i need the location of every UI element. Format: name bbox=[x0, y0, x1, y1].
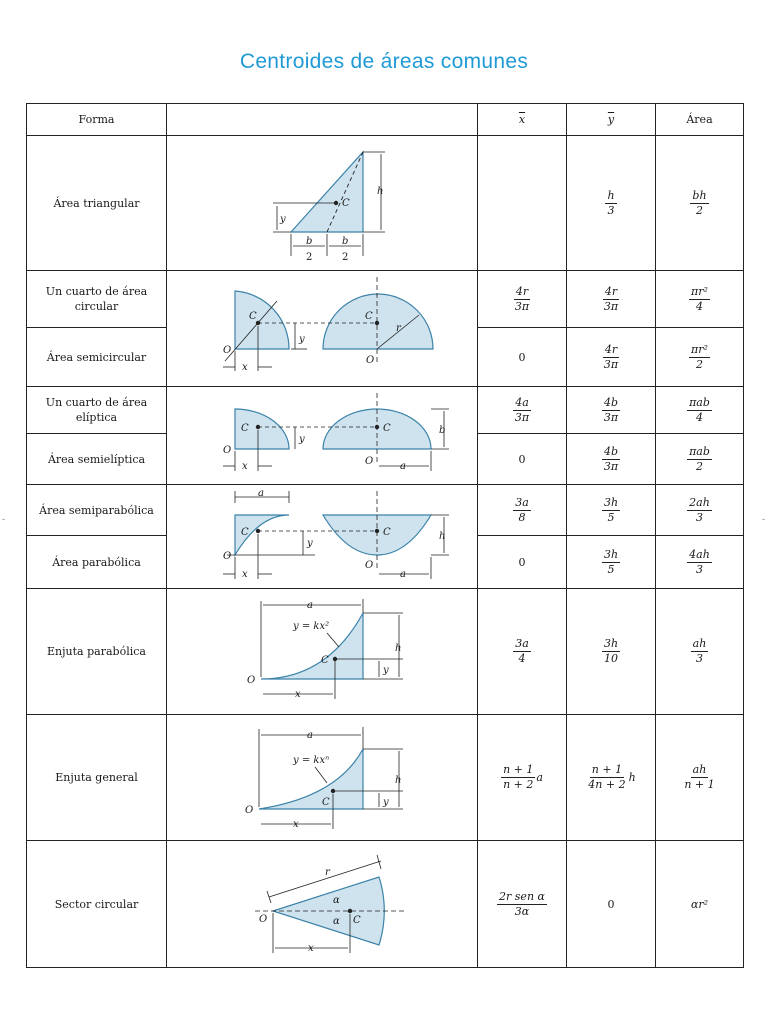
label-O: O bbox=[245, 805, 254, 816]
label-O: O bbox=[223, 551, 232, 562]
figure-general-spandrel bbox=[167, 715, 478, 841]
shape-name: Área triangular bbox=[27, 136, 167, 271]
label-b: b bbox=[306, 236, 313, 247]
label-ybar: y bbox=[383, 797, 389, 808]
label-ybar: y bbox=[307, 538, 313, 549]
shape-name: Sector circular bbox=[27, 841, 167, 968]
figure-parabolic bbox=[167, 485, 478, 589]
table-row bbox=[27, 387, 744, 434]
label-ybar: y bbox=[280, 214, 286, 225]
value-ybar: $\frac{3h}{5}$ bbox=[567, 485, 656, 536]
label-xbar: x bbox=[242, 461, 248, 472]
label-C: C bbox=[322, 797, 330, 808]
label-O: O bbox=[247, 675, 256, 686]
header-figure bbox=[167, 104, 478, 136]
shape-name: Área parabólica bbox=[27, 536, 167, 589]
table-row bbox=[27, 589, 744, 715]
label-a: a bbox=[307, 600, 313, 611]
label-alpha: α bbox=[333, 916, 340, 927]
page-title: Centroides de áreas comunes bbox=[239, 50, 529, 73]
value-ybar: 0 bbox=[567, 841, 656, 968]
header-area: Área bbox=[656, 104, 744, 136]
table-row bbox=[27, 271, 744, 328]
label-C: C bbox=[249, 311, 257, 322]
label-C: C bbox=[241, 527, 249, 538]
value-xbar: $\frac{3a}{8}$ bbox=[478, 485, 567, 536]
value-ybar: $\frac{3h}{10}$ bbox=[567, 589, 656, 715]
label-O: O bbox=[366, 355, 375, 366]
label-O: O bbox=[223, 345, 232, 356]
value-ybar: $\frac{4b}{3\pi}$ bbox=[567, 387, 656, 434]
label-C: C bbox=[342, 198, 350, 209]
label-h: h bbox=[439, 531, 446, 542]
shape-name: Enjuta parabólica bbox=[27, 589, 167, 715]
label-C: C bbox=[365, 311, 373, 322]
header-row bbox=[27, 104, 744, 136]
label-b: b bbox=[342, 236, 349, 247]
header-ybar: $\overline{y}$ bbox=[567, 104, 656, 136]
value-xbar: $\frac{3a}{4}$ bbox=[478, 589, 567, 715]
table-row bbox=[27, 841, 744, 968]
shape-name: Enjuta general bbox=[27, 715, 167, 841]
label-a: a bbox=[400, 569, 406, 580]
equation-parabolic: y = kx² bbox=[293, 621, 330, 632]
label-xbar: x bbox=[308, 943, 314, 954]
value-area: $\frac{ah}{3}$ bbox=[656, 589, 744, 715]
label-two: 2 bbox=[342, 252, 349, 263]
value-ybar: $\frac{h}{3}$ bbox=[567, 136, 656, 271]
table-row bbox=[27, 715, 744, 841]
label-h: h bbox=[395, 643, 402, 654]
value-ybar: $\frac{4b}{3\pi}$ bbox=[567, 434, 656, 485]
value-xbar: 0 bbox=[478, 536, 567, 589]
label-xbar: x bbox=[293, 819, 299, 830]
value-area: αr² bbox=[656, 841, 744, 968]
label-h: h bbox=[377, 186, 384, 197]
header-shape: Forma bbox=[27, 104, 167, 136]
label-alpha: α bbox=[333, 895, 340, 906]
equation-general: y = kxⁿ bbox=[293, 755, 330, 766]
value-xbar: $\frac{4r}{3\pi}$ bbox=[478, 271, 567, 328]
figure-circular-sector bbox=[167, 841, 478, 968]
shape-name: Área semiparabólica bbox=[27, 485, 167, 536]
value-ybar: $\frac{4r}{3\pi}$ bbox=[567, 328, 656, 387]
value-area: $\frac{ah}{n + 1}$ bbox=[656, 715, 744, 841]
label-r: r bbox=[325, 867, 330, 878]
label-a: a bbox=[307, 730, 313, 741]
header-xbar: $\overline{x}$ bbox=[478, 104, 567, 136]
label-h: h bbox=[395, 775, 402, 786]
side-mark-left: - bbox=[2, 514, 5, 524]
figure-parabolic-spandrel bbox=[167, 589, 478, 715]
label-C: C bbox=[383, 527, 391, 538]
figure-elliptic bbox=[167, 387, 478, 485]
table-row bbox=[27, 485, 744, 536]
value-area: $\frac{\text{πr²}}{4}$ bbox=[656, 271, 744, 328]
label-C: C bbox=[241, 423, 249, 434]
shape-name: Área semicircular bbox=[27, 328, 167, 387]
value-xbar: 0 bbox=[478, 328, 567, 387]
shape-name: Área semielíptica bbox=[27, 434, 167, 485]
value-ybar: $\frac{3h}{5}$ bbox=[567, 536, 656, 589]
label-O: O bbox=[259, 914, 268, 925]
label-O: O bbox=[223, 445, 232, 456]
value-area: $\frac{2ah}{3}$ bbox=[656, 485, 744, 536]
table-row bbox=[27, 136, 744, 271]
label-r: r bbox=[396, 323, 401, 334]
label-two: 2 bbox=[306, 252, 313, 263]
value-area: $\frac{bh}{2}$ bbox=[656, 136, 744, 271]
label-O: O bbox=[365, 560, 374, 571]
label-xbar: x bbox=[242, 569, 248, 580]
value-area: $\frac{\text{πr²}}{2}$ bbox=[656, 328, 744, 387]
label-O: O bbox=[365, 456, 374, 467]
label-C: C bbox=[321, 655, 329, 666]
label-ybar: y bbox=[383, 665, 389, 676]
label-C: C bbox=[353, 915, 361, 926]
figure-circular bbox=[167, 271, 478, 387]
label-b: b bbox=[439, 425, 446, 436]
label-xbar: x bbox=[242, 362, 248, 373]
value-ybar: $\frac{n + 1}{4n + 2}$ h bbox=[567, 715, 656, 841]
shape-name: Un cuarto de área circular bbox=[27, 271, 167, 328]
value-xbar: $\frac{4a}{3\pi}$ bbox=[478, 387, 567, 434]
label-a: a bbox=[400, 461, 406, 472]
side-mark-right: - bbox=[762, 514, 765, 524]
figure-triangle bbox=[167, 136, 478, 271]
value-area: $\frac{4ah}{3}$ bbox=[656, 536, 744, 589]
value-ybar: $\frac{4r}{3\pi}$ bbox=[567, 271, 656, 328]
value-area: $\frac{\text{πab}}{4}$ bbox=[656, 387, 744, 434]
label-a: a bbox=[258, 488, 264, 499]
value-xbar: 0 bbox=[478, 434, 567, 485]
label-xbar: x bbox=[295, 689, 301, 700]
value-area: $\frac{\text{πab}}{2}$ bbox=[656, 434, 744, 485]
label-ybar: y bbox=[299, 334, 305, 345]
shape-name: Un cuarto de área elíptica bbox=[27, 387, 167, 434]
value-xbar bbox=[478, 136, 567, 271]
value-xbar: $\frac{\text{2r sen α}}{3\alpha}$ bbox=[478, 841, 567, 968]
label-ybar: y bbox=[299, 434, 305, 445]
centroid-table bbox=[26, 103, 744, 968]
label-C: C bbox=[383, 423, 391, 434]
value-xbar: $\frac{n + 1}{n + 2}$ a bbox=[478, 715, 567, 841]
